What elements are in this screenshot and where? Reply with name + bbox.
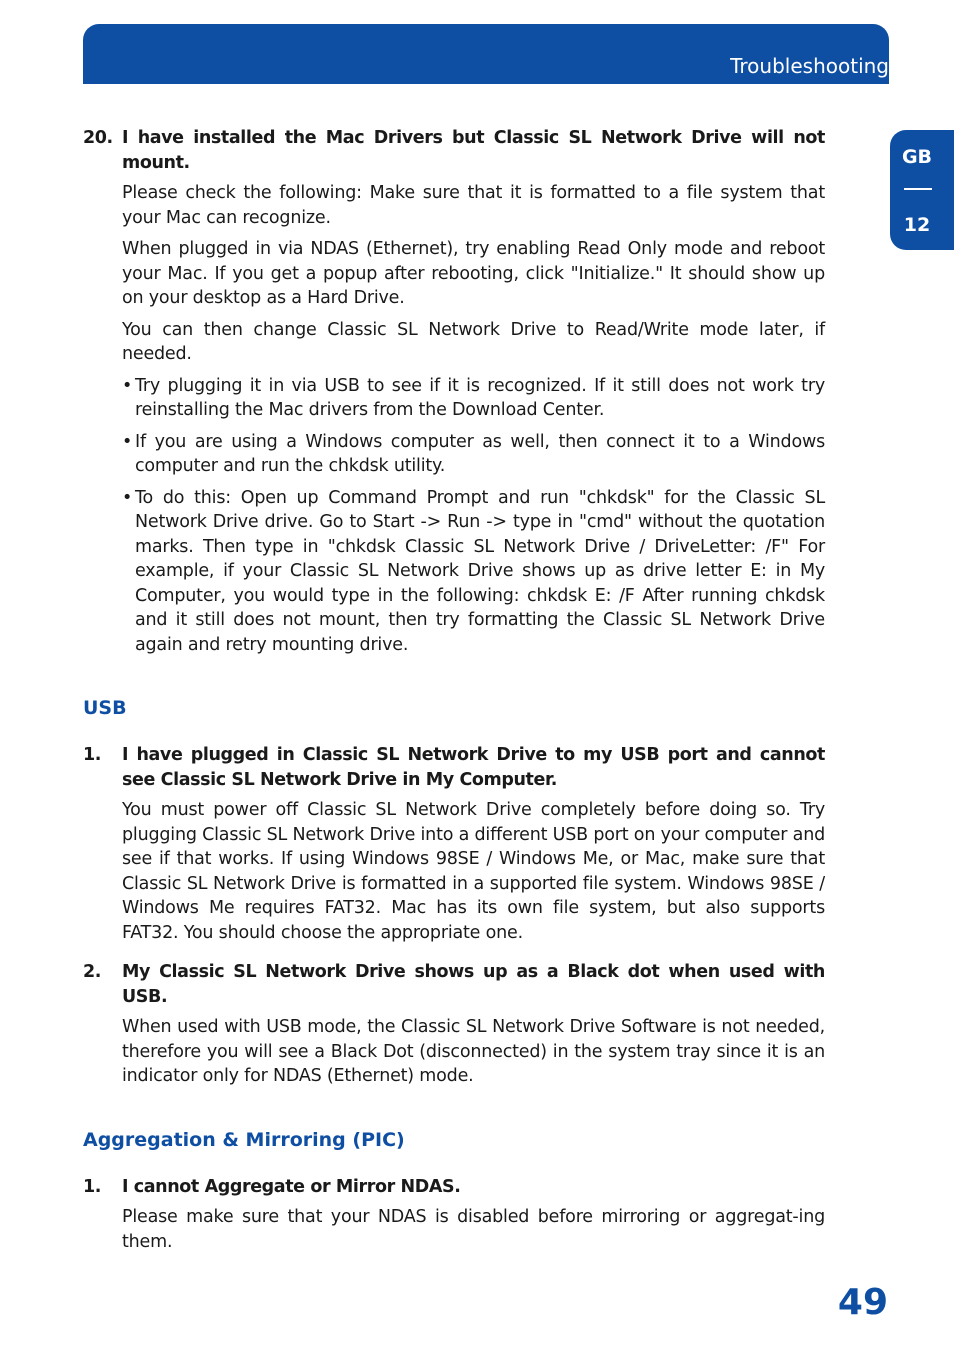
question-20	[83, 126, 825, 175]
question-number: 2.	[83, 962, 102, 982]
answer-paragraph: Please check the following: Make sure that it is formatted to a file system that your Mac can recognize.	[122, 183, 825, 228]
list-item	[122, 374, 825, 423]
question-title: My Classic SL Network Drive shows up as a Black dot when used with USB.	[122, 962, 825, 1007]
question-usb-1	[83, 743, 825, 792]
question-title: I cannot Aggregate or Mirror NDAS.	[122, 1176, 461, 1197]
side-tab-divider	[904, 188, 932, 190]
answer-paragraph: You can then change Classic SL Network Drive to Read/Write mode later, if needed.	[122, 319, 825, 364]
question-number: 1.	[83, 1176, 102, 1197]
page-number: 49	[837, 1282, 888, 1323]
question-number: 1.	[83, 745, 102, 765]
section-heading-usb: USB	[83, 697, 127, 719]
question-number: 20.	[83, 128, 113, 148]
question-title: I have plugged in Classic SL Network Drive to my USB port and cannot see Classic SL Network Drive in My Computer.	[122, 745, 825, 790]
section-heading-aggregation: Aggregation & Mirroring (PIC)	[83, 1128, 405, 1151]
list-item-text: Try plugging it in via USB to see if it is recognized. If it still does not work try reinstalling the Mac drivers from the Download Center.	[135, 375, 825, 420]
chapter-number: 12	[903, 214, 931, 236]
bullet-symbol: •	[122, 487, 133, 508]
list-item	[122, 486, 825, 658]
list-item	[122, 430, 825, 479]
question-aggregation-1	[83, 1175, 825, 1200]
header-title: Troubleshooting	[730, 54, 889, 78]
list-item-text: To do this: Open up Command Prompt and run "chkdsk" for the Classic SL Network Drive drive. Go to Start -> Run -> type in "cmd" without the quotation marks. Then type in "chkdsk Classic SL Network Drive / DriveLetter: /F" For example, if your Classic SL Network Drive shows up as drive letter E: in My Computer, you would type in the following: chkdsk E: /F After running chkdsk and it still does not mount, then try formatting the Classic SL Network Drive again and retry mounting drive.	[135, 487, 825, 655]
bullet-symbol: •	[122, 431, 133, 452]
answer-paragraph: Please make sure that your NDAS is disabled before mirroring or aggregat-ing them.	[122, 1207, 825, 1252]
page-content	[83, 126, 825, 1261]
answer-paragraph: When used with USB mode, the Classic SL Network Drive Software is not needed, therefore you will see a Black Dot (disconnected) in the system tray since it is an indicator only for NDAS (Ethernet) mode.	[122, 1017, 825, 1086]
question-title: I have installed the Mac Drivers but Classic SL Network Drive will not mount.	[122, 128, 825, 173]
question-usb-2	[83, 960, 825, 1009]
language-label: GB	[901, 146, 933, 168]
spacer	[83, 952, 825, 960]
bullet-symbol: •	[122, 375, 133, 396]
list-item-text: If you are using a Windows computer as well, then connect it to a Windows computer and run the chkdsk utility.	[135, 431, 825, 476]
answer-paragraph: You must power off Classic SL Network Drive completely before doing so. Try plugging Classic SL Network Drive into a different USB port on your computer and see if that works. If using Windows 98SE / Windows Me, or Mac, make sure that Classic SL Network Drive is formatted in a supported file system. Windows 98SE / Windows Me requires FAT32. Mac has its own file system, but also supports FAT32. You should choose the appropriate one.	[122, 800, 825, 943]
side-tab	[890, 130, 954, 250]
answer-paragraph: When plugged in via NDAS (Ethernet), try enabling Read Only mode and reboot your Mac. If you get a popup after rebooting, click "Initialize." It should show up on your desktop as a Hard Drive.	[122, 239, 825, 308]
